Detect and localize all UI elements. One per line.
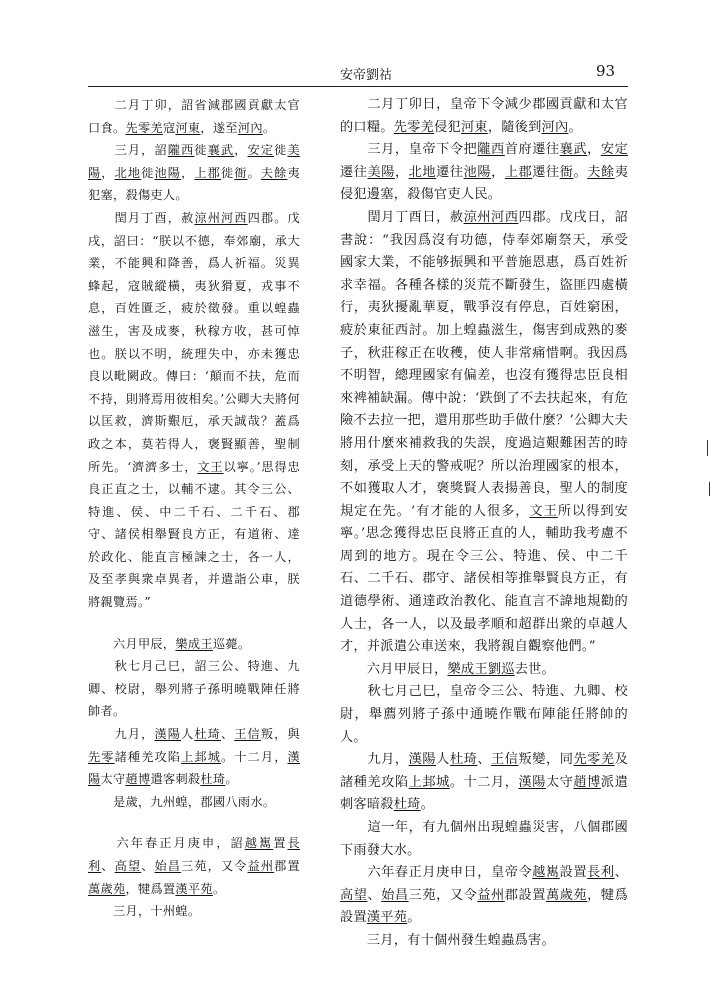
classical-text-column [88, 94, 300, 923]
paragraph-locusts: 三月，有十個州發生蝗蟲爲害。 [340, 932, 555, 948]
paragraph-september: 九月，漢陽人杜琦、王信叛，與先零諸種羌攻陷上邽城。十二月，漢陽太守趙博遣客刺殺杜琦。 [88, 727, 301, 787]
paragraph-july: 秋七月己巳，詔三公、特進、九卿、校尉，舉列將子孫明曉戰陣任將帥者。 [88, 659, 300, 719]
header-rule [88, 86, 628, 87]
paragraph-march-relocation: 三月，皇帝下令把隴西首府遷往襄武，安定遷往美陽，北地遷往池陽，上郡遷往衙。夫餘夷侵犯邊塞，殺傷官吏人民。 [340, 142, 629, 203]
margin-mark [709, 482, 710, 496]
paragraph-september: 九月，漢陽人杜琦、王信叛變，同先零羌及諸種羌攻陷上邽城。十二月，漢陽太守趙博派遣刺客暗殺杜琦。 [340, 752, 629, 813]
running-header [0, 0, 716, 90]
paragraph-june: 六月甲辰日，樂成王劉巡去世。 [340, 661, 555, 677]
margin-mark [707, 440, 708, 456]
paragraph-edict: 閏月丁酉日，赦涼州河西四郡。戊戌日，詔書說：“我因爲沒有功德，侍奉郊廟祭天，承受國家大業，不能够振興和平普施恩惠，爲百姓祈求幸福。各種各樣的災荒不斷發生，盜匪四處橫行，夷狄擾亂華夏，戰爭沒有停息，百姓窮困，疲於東征西討。加上蝗蟲滋生，傷害到成熟的麥子，秋莊稼正在收穫，使人非常痛惜啊。我因爲不明智，總理國家有偏差，也沒有獲得忠臣良相來裨補缺漏。傳中說：‘跌倒了不去扶起來，有危險不去拉一把，還用那些助手做什麼？’公卿大夫將用什麼來補救我的失誤，度過這艱難困苦的時刻，承受上天的警戒呢？所以治理國家的根本，不如獲取人才，褒獎賢人表揚善良，聖人的制度規定在先。‘有才能的人很多，文王所以得到安寧。’思念獲得忠臣良將正直的人，輔助我考慮不周到的地方。現在令三公、特進、侯、中二千石、二千石、郡守、諸侯相等推舉賢良方正，有道德學術、通達政治教化、能直言不諱地規勸的人士，各一人，以及最孝順和超群出衆的卓越人才，并派遣公車送來，我將親自觀察他們。” [340, 209, 629, 655]
running-title: 安帝劉祜 [340, 68, 393, 83]
paragraph-sixth-year: 六年春正月庚申，詔越嶲置長利、高望、始昌三苑，又令益州郡置萬歲苑，犍爲置漢平苑。 [88, 836, 300, 896]
paragraph-edict: 閏月丁酉，赦涼州河西四郡。戊戌，詔曰：“朕以不德，奉郊廟，承大業，不能興和降善，爲人祈福。災異蜂起，寇賊縱橫，夷狄猾夏，戎事不息，百姓匱乏，疲於徵發。重以蝗蟲滋生，害及成麥，秋稼方收，甚可悼也。朕以不明，統理失中，亦未獲忠良以毗闕政。傳曰：‘顛而不扶，危而不持，則將焉用彼相矣。’公卿大夫將何以匡救，濟斯艱厄，承天誠哉？蓋爲政之本，莫若得人，褒賢顯善，聖制所先。‘濟濟多士，文王以寧。’思得忠良正直之士，以輔不逮。其令三公、特進、侯、中二千石、二千石、郡守、諸侯相舉賢良方正，有道術、達於政化、能直言極諫之士，各一人，及至孝與衆卓異者，并遣詣公車，朕將親覽焉。” [88, 210, 301, 610]
paragraph-year-summary: 是歲，九州蝗，郡國八雨水。 [88, 794, 276, 809]
page-number: 93 [596, 62, 616, 80]
paragraph-feb-tribute: 二月丁卯，詔省減郡國貢獻太官口食。先零羌寇河東，遂至河內。 [88, 98, 300, 135]
translation-column [340, 94, 628, 953]
paragraph-sixth-year: 六年春正月庚申日，皇帝令越嶲設置長利、高望、始昌三苑，又令益州郡設置萬歲苑，犍爲設置漢平苑。 [340, 865, 629, 926]
paragraph-feb-tribute: 二月丁卯日，皇帝下令減少郡國貢獻和太官的口糧。先零羌侵犯河東，隨後到河內。 [340, 97, 628, 135]
paragraph-locusts: 三月，十州蝗。 [88, 904, 201, 919]
paragraph-march-relocation: 三月，詔隴西徙襄武，安定徙美陽，北地徙池陽，上郡徙衙。夫餘夷犯塞，殺傷吏人。 [88, 143, 300, 203]
paragraph-july: 秋七月己巳，皇帝令三公、特進、九卿、校尉，舉薦列將子孫中通曉作戰布陣能任將帥的人。 [340, 684, 628, 745]
paragraph-year-summary: 這一年，有九個州出現蝗蟲災害，八個郡國下雨發大水。 [340, 820, 628, 858]
paragraph-june: 六月甲辰，樂成王巡薨。 [88, 636, 251, 651]
